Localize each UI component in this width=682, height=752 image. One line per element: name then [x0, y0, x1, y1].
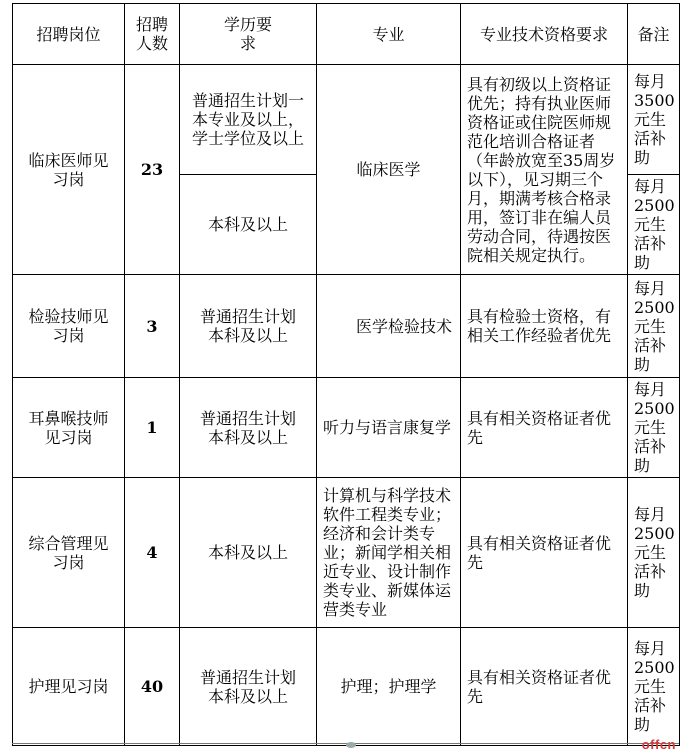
- table-row: [13, 275, 680, 378]
- cell-remark: 每月2500元生活补助: [628, 378, 680, 478]
- decor-dot: [346, 742, 356, 748]
- cell-remark: 每月3500元生活补助: [628, 65, 680, 175]
- cell-major: 医学检验技术: [317, 275, 461, 378]
- header-remark: 备注: [628, 4, 680, 65]
- cell-qualification: 具有初级以上资格证优先；持有执业医师资格证或住院医师规范化培训合格证者（年龄放宽至35周岁以下），见习期三个月，期满考核合格录用，签订非在编人员劳动合同，待遇按医院相关规定执行。: [461, 65, 628, 275]
- cell-major: 护理；护理学: [317, 628, 461, 746]
- watermark: offcn: [641, 737, 676, 752]
- cell-remark: 每月2500元生活补助: [628, 478, 680, 628]
- cell-count: 3: [125, 275, 180, 378]
- cell-position: 耳鼻喉技师见习岗: [13, 378, 125, 478]
- cell-major: 听力与语言康复学: [317, 378, 461, 478]
- cell-education: 普通招生计划一本专业及以上，学士学位及以上: [180, 65, 317, 175]
- cell-education: 普通招生计划本科及以上: [180, 275, 317, 378]
- cell-position: 综合管理见习岗: [13, 478, 125, 628]
- header-count: 招聘人数: [125, 4, 180, 65]
- cell-qualification: 具有检验士资格，有相关工作经验者优先: [461, 275, 628, 378]
- header-position: 招聘岗位: [13, 4, 125, 65]
- table-row: [13, 628, 680, 746]
- cell-qualification: 具有相关资格证者优先: [461, 628, 628, 746]
- bottom-strip: [0, 737, 682, 752]
- table-row: [13, 378, 680, 478]
- cell-qualification: 具有相关资格证者优先: [461, 378, 628, 478]
- cell-position: 检验技师见习岗: [13, 275, 125, 378]
- cell-education: 本科及以上: [180, 175, 317, 275]
- header-row: [13, 4, 680, 65]
- cell-count: 40: [125, 628, 180, 746]
- cell-count: 1: [125, 378, 180, 478]
- cell-major: 计算机与科学技术软件工程类专业；经济和会计类专业；新闻学相关相近专业、设计制作类专业、新媒体运营类专业: [317, 478, 461, 628]
- header-education: 学历要求: [180, 4, 317, 65]
- recruitment-table: [12, 3, 680, 746]
- cell-remark: 每月2500元生活补助: [628, 175, 680, 275]
- cell-position: 护理见习岗: [13, 628, 125, 746]
- cell-qualification: 具有相关资格证者优先: [461, 478, 628, 628]
- cell-remark: 每月2500元生活补助: [628, 628, 680, 746]
- cell-count: 4: [125, 478, 180, 628]
- cell-count: 23: [125, 65, 180, 275]
- cell-education: 普通招生计划本科及以上: [180, 628, 317, 746]
- cell-major: 临床医学: [317, 65, 461, 275]
- cell-education: 本科及以上: [180, 478, 317, 628]
- cell-position: 临床医师见习岗: [13, 65, 125, 275]
- table-row: [13, 478, 680, 628]
- cell-education: 普通招生计划本科及以上: [180, 378, 317, 478]
- header-major: 专业: [317, 4, 461, 65]
- table-row: [13, 65, 680, 175]
- cell-remark: 每月2500元生活补助: [628, 275, 680, 378]
- header-qualification: 专业技术资格要求: [461, 4, 628, 65]
